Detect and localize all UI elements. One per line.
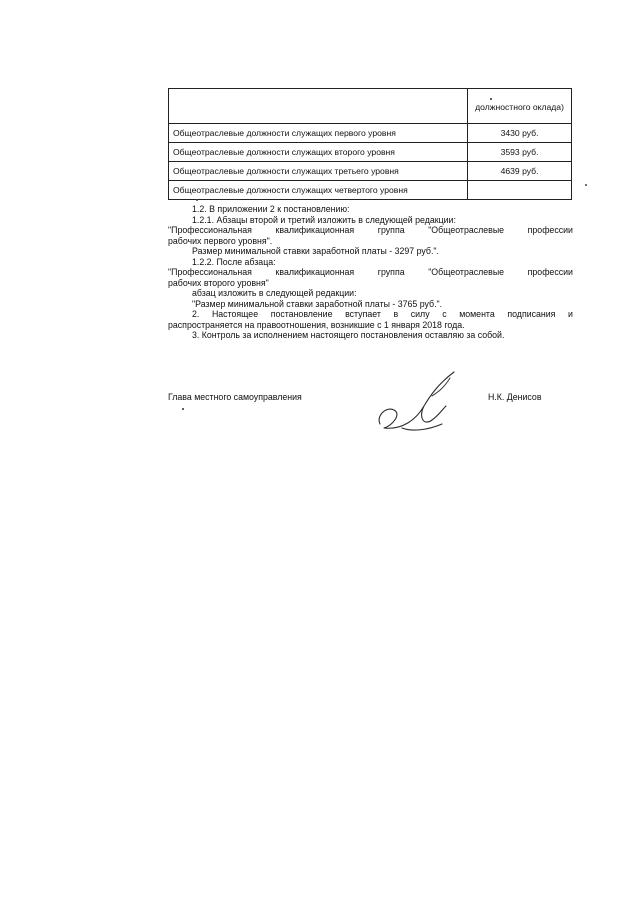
word: и xyxy=(568,309,573,319)
scan-speck xyxy=(182,408,184,410)
handwritten-signature xyxy=(372,366,462,436)
table-cell-name: Общеотраслевые должности служащих второго уровня xyxy=(169,143,468,162)
table-row xyxy=(169,143,572,162)
word: силу xyxy=(410,309,430,319)
paragraph-quote-1-line2: рабочих первого уровня". xyxy=(168,235,273,246)
word: квалификационная xyxy=(275,267,355,277)
paragraph-quote-1-line1 xyxy=(168,225,573,236)
paragraph-2-line2: распространяется на правоотношения, возникшие с 1 января 2018 года. xyxy=(168,319,465,330)
word: "Общеотраслевые xyxy=(428,267,505,277)
signatory-position: Глава местного самоуправления xyxy=(168,392,302,402)
word: квалификационная xyxy=(275,225,355,235)
table-cell-name: Общеотраслевые должности служащих первого уровня xyxy=(169,124,468,143)
word: профессии xyxy=(527,225,573,235)
paragraph-edit-note: абзац изложить в следующей редакции: xyxy=(192,288,357,298)
table-row xyxy=(169,162,572,181)
word: в xyxy=(393,309,399,319)
scan-speck xyxy=(585,184,587,186)
word: группа xyxy=(377,225,405,235)
table-header-cell-salary: должностного оклада) xyxy=(468,89,572,124)
paragraph-quote-2-line1 xyxy=(168,267,573,278)
table-cell-value xyxy=(468,181,572,200)
salary-table xyxy=(168,88,572,200)
word: Настоящее xyxy=(211,309,259,319)
table-row xyxy=(169,124,572,143)
word: группа xyxy=(377,267,405,277)
paragraph-3: 3. Контроль за исполнением настоящего постановления оставляю за собой. xyxy=(192,330,505,340)
word: "Общеотраслевые xyxy=(428,225,505,235)
word: профессии xyxy=(527,267,573,277)
word: подписания xyxy=(507,309,556,319)
table-cell-value: 4639 руб. xyxy=(468,162,572,181)
body-text xyxy=(168,204,573,341)
paragraph-quote-2-line2: рабочих второго уровня" xyxy=(168,277,269,288)
table-header-cell-empty xyxy=(169,89,468,124)
table-header-row xyxy=(169,89,572,124)
table-cell-name: Общеотраслевые должности служащих четвертого уровня xyxy=(169,181,468,200)
paragraph-2-line1 xyxy=(168,309,573,320)
paragraph-rate-2: "Размер минимальной ставки заработной платы - 3765 руб.". xyxy=(192,298,443,309)
word: вступает xyxy=(345,309,381,319)
word: "Профессиональная xyxy=(168,267,252,277)
paragraph-1-2: 1.2. В приложении 2 к постановлению: xyxy=(192,204,350,214)
word: постановление xyxy=(270,309,333,319)
table-row xyxy=(169,181,572,200)
signatory-name: Н.К. Денисов xyxy=(488,392,542,402)
word: "Профессиональная xyxy=(168,225,252,235)
paragraph-rate-1: Размер минимальной ставки заработной платы - 3297 руб.". xyxy=(192,246,439,256)
scan-speck xyxy=(196,199,198,201)
table-cell-name: Общеотраслевые должности служащих третьего уровня xyxy=(169,162,468,181)
table-cell-value: 3430 руб. xyxy=(468,124,572,143)
scan-speck xyxy=(490,98,492,100)
paragraph-1-2-1: 1.2.1. Абзацы второй и третий изложить в следующей редакции: xyxy=(192,214,456,225)
word: с xyxy=(442,309,447,319)
word: момента xyxy=(459,309,495,319)
paragraph-1-2-2: 1.2.2. После абзаца: xyxy=(192,256,276,267)
table-cell-value: 3593 руб. xyxy=(468,143,572,162)
word: 2. xyxy=(192,309,200,319)
